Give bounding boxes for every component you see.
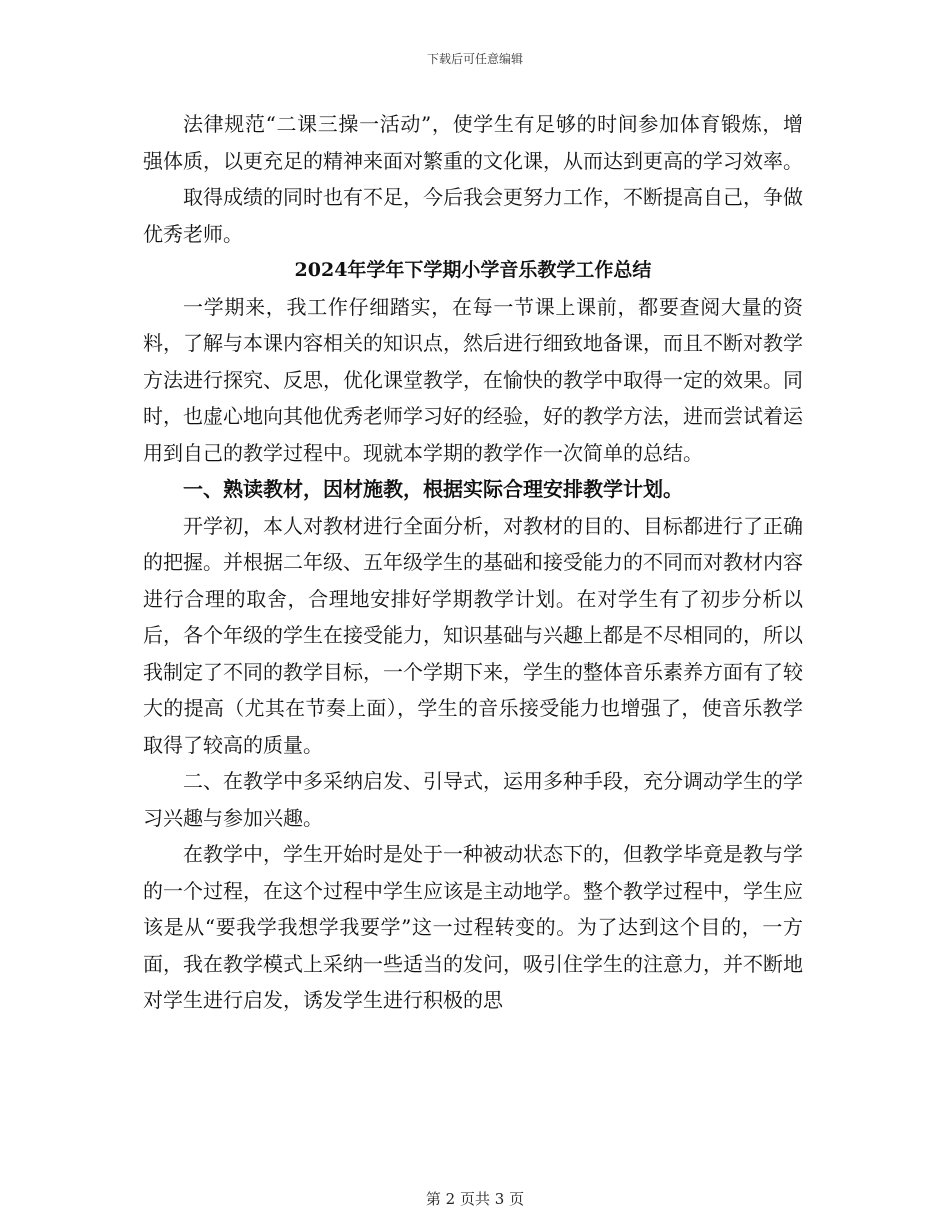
paragraph: 取得成绩的同时也有不足，今后我会更努力工作，不断提高自己，争做优秀老师。 <box>143 185 803 246</box>
document-body <box>143 106 803 1019</box>
paragraph: 法律规范“二课三操一活动”，使学生有足够的时间参加体育锻炼，增强体质，以更充足的精神来面对繁重的文化课，从而达到更高的学习效率。 <box>143 112 803 173</box>
section-heading: 二、在教学中多采纳启发、引导式，运用多种手段，充分调动学生的学习兴趣与参加兴趣。 <box>143 769 803 830</box>
paragraph: 开学初，本人对教材进行全面分析，对教材的目的、目标都进行了正确的把握。并根据二年级、五年级学生的基础和接受能力的不同而对教材内容进行合理的取舍，合理地安排好学期教学计划。在对学生有了初步分析以后，各个年级的学生在接受能力，知识基础与兴趣上都是不尽相同的，所以我制定了不同的教学目标，一个学期下来，学生的整体音乐素养方面有了较大的提高（尤其在节奏上面），学生的音乐接受能力也增强了，使音乐教学取得了较高的质量。 <box>143 513 803 757</box>
section-title: 2024年学年下学期小学音乐教学工作总结 <box>294 259 652 281</box>
page-number: 第 2 页共 3 页 <box>425 1190 525 1208</box>
section-heading: 一、熟读教材，因材施教，根据实际合理安排教学计划。 <box>183 477 683 501</box>
paragraph: 一学期来，我工作仔细踏实，在每一节课上课前，都要查阅大量的资料，了解与本课内容相关的知识点，然后进行细致地备课，而且不断对教学方法进行探究、反思，优化课堂教学，在愉快的教学中取得一定的效果。同时，也虚心地向其他优秀老师学习好的经验，好的教学方法，进而尝试着运用到自己的教学过程中。现就本学期的教学作一次简单的总结。 <box>143 294 803 465</box>
paragraph: 在教学中，学生开始时是处于一种被动状态下的，但教学毕竟是教与学的一个过程，在这个过程中学生应该是主动地学。整个教学过程中，学生应该是从“要我学我想学我要学”这一过程转变的。为了达到这个目的，一方面，我在教学模式上采纳一些适当的发问，吸引住学生的注意力，并不断地对学生进行启发，诱发学生进行积极的思 <box>143 842 803 1012</box>
page-header: 下载后可任意编辑 <box>426 52 523 66</box>
